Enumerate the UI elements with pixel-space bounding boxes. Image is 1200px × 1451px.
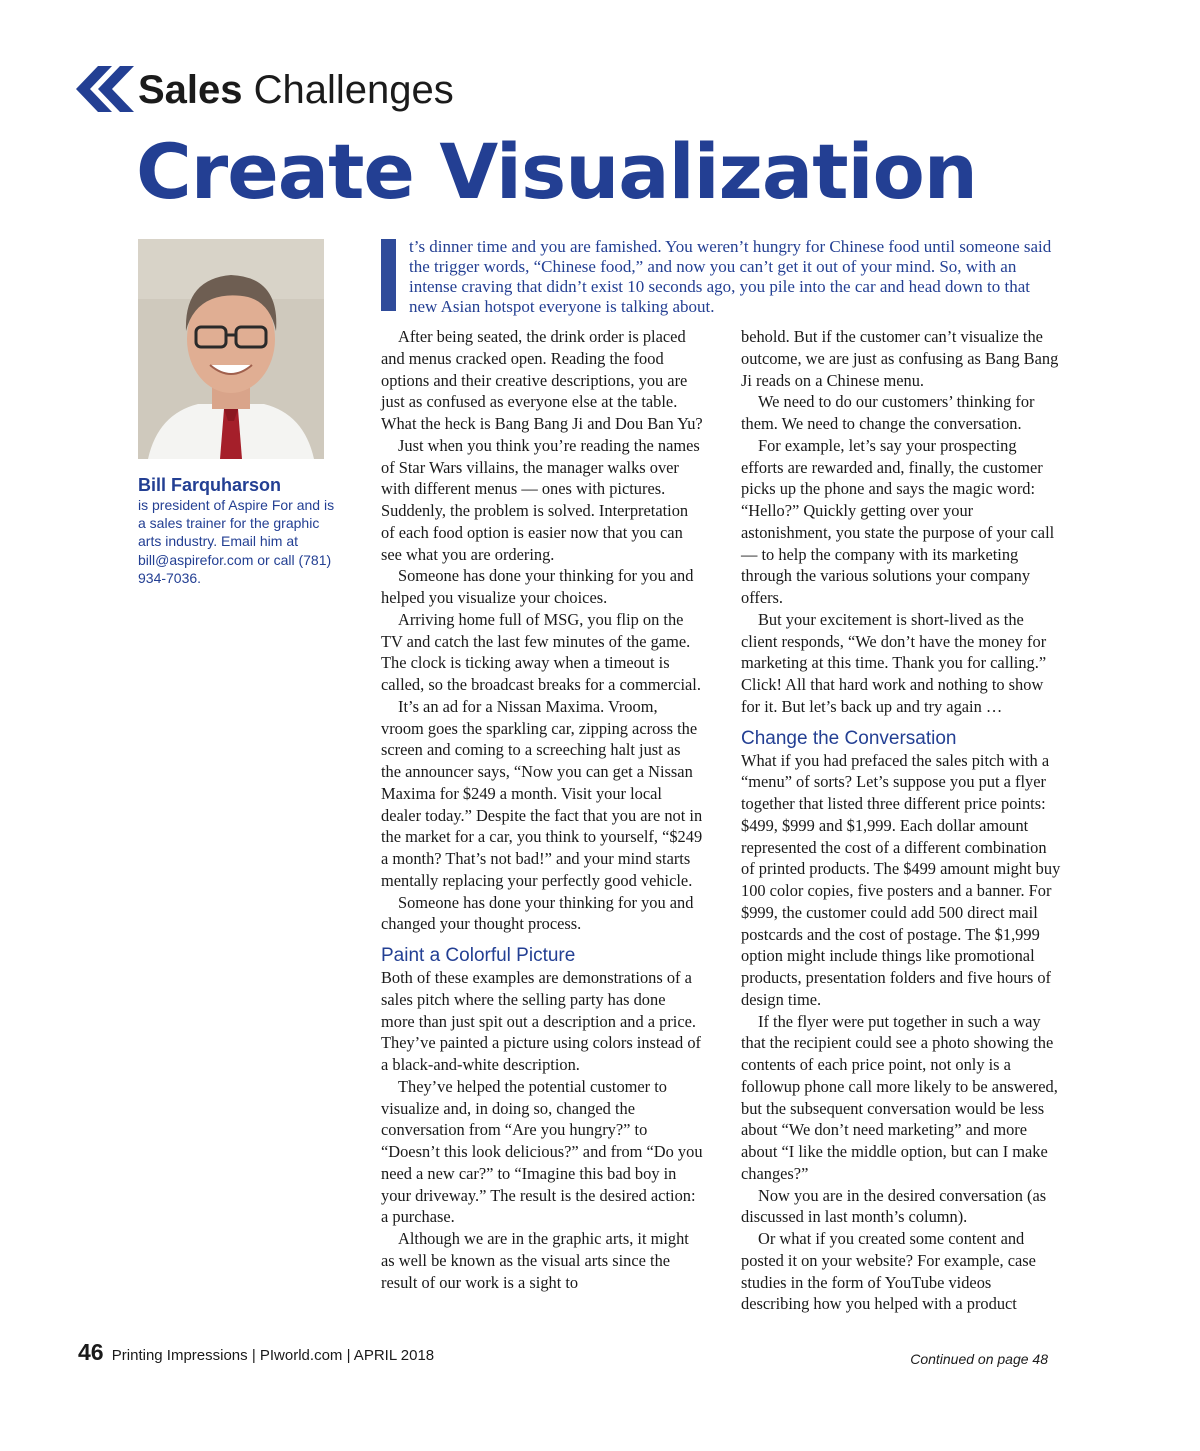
paragraph: Someone has done your thinking for you and helped you visualize your choices. (381, 566, 694, 607)
paragraph: We need to do our customers’ thinking for them. We need to change the conversation. (741, 392, 1035, 433)
kicker-rest: Challenges (253, 68, 454, 112)
paragraph: Although we are in the graphic arts, it might as well be known as the visual arts since the result of our work is a sight to (381, 1229, 689, 1292)
author-name: Bill Farquharson (138, 475, 282, 495)
paragraph: After being seated, the drink order is placed and menus cracked open. Reading the food options and their creative descriptions, you are just as confused as everyone else at the table. What the heck is Bang Bang Ji and Dou Ban Yu? (381, 327, 703, 433)
paragraph: Both of these examples are demonstrations of a sales pitch where the selling party has done more than just spit out a description and a price. They’ve painted a picture using colors instead of a black-and-white description. (381, 968, 701, 1074)
author-bio: is president of Aspire For and is a sales trainer for the graphic arts industry. Email him at bill@aspirefor.com or call (781) 934-7036. (138, 497, 335, 586)
paragraph: Arriving home full of MSG, you flip on the TV and catch the last few minutes of the game. The clock is ticking away when a timeout is called, so the broadcast breaks for a commercial. (381, 609, 701, 694)
subheading: Paint a Colorful Picture (381, 945, 576, 966)
double-chevron-left-icon (76, 66, 134, 112)
author-photo (138, 239, 324, 459)
paragraph: If the flyer were put together in such a way that the recipient could see a photo showing the contents of each price point, not only is a followup phone call more likely to be answered, but the subsequent conversation would be less about “We don’t need marketing” and more about “I like the middle option, but can I make changes?” (741, 1011, 1058, 1183)
section-kicker (138, 66, 454, 114)
paragraph: They’ve helped the potential customer to visualize and, in doing so, changed the conversation from “Are you hungry?” to “Doesn’t this look delicious?” and from “Do you need a new car?” to “Imagine this bad boy in your driveway.” The result is the desired action: a purchase. (381, 1076, 703, 1227)
page-number: 46 (78, 1339, 104, 1365)
paragraph: For example, let’s say your prospecting efforts are rewarded and, finally, the customer picks up the phone and says the magic word: “Hello?” Quickly getting over your astonishment, you state the purpose of your call — to help the company with its marketing through the various solutions your company offers. (741, 435, 1055, 607)
drop-cap (381, 239, 396, 311)
continued-note: Continued on page 48 (910, 1351, 1048, 1367)
subheading: Change the Conversation (741, 727, 957, 749)
footer-text: Printing Impressions | PIworld.com | APRIL 2018 (111, 1347, 435, 1364)
paragraph: Someone has done your thinking for you and changed your thought process. (381, 892, 694, 934)
paragraph: It’s an ad for a Nissan Maxima. Vroom, vroom goes the sparkling car, zipping across the screen and coming to a screeching halt just as the announcer says, “Now you can get a Nissan Maxima for $249 a month. Visit your local dealer today.” Despite the fact that you are not in the market for a car, you think to yourself, “$249 a month? That’s not bad!” and your mind starts mentally replacing your perfectly good vehicle. (381, 696, 703, 890)
page-footer (78, 1338, 434, 1370)
paragraph: Or what if you created some content and posted it on your website? For example, case studies in the form of YouTube videos describing how you helped with a product (741, 1229, 1036, 1314)
paragraph: Just when you think you’re reading the names of Star Wars villains, the manager walks over with different menus — ones with pictures. Suddenly, the problem is solved. Interpretation of each food option is easier now that you can see what you are ordering. (381, 435, 700, 564)
paragraph: Now you are in the desired conversation (as discussed in last month’s column). (741, 1185, 1047, 1227)
intro-paragraph: t’s dinner time and you are famished. You weren’t hungry for Chinese food until someone said the trigger words, “Chinese food,” and now you can’t get it out of your mind. So, with an intense craving that didn’t exist 10 seconds ago, you pile into the car and head down to that new Asian hotspot everyone is talking about. (409, 237, 1052, 316)
paragraph: What if you had prefaced the sales pitch with a “menu” of sorts? Let’s suppose you put a flyer together that listed three different price points: $499, $999 and $1,999. Each dollar amount represented the cost of a different combination of printed products. The $499 amount might buy 100 color copies, five posters and a banner. For $999, the customer could add 500 direct mail postcards and the cost of postage. The $1,999 option might include things like promotional products, presentation folders and five hours of design time. (741, 750, 1061, 1009)
author-portrait-illustration (138, 239, 324, 459)
page-title: Create Visualization (136, 127, 977, 216)
article-column-1 (381, 326, 703, 1293)
paragraph: behold. But if the customer can’t visualize the outcome, we are just as confusing as Bang Bang Ji reads on a Chinese menu. (741, 327, 1059, 390)
paragraph: But your excitement is short-lived as the client responds, “We don’t have the money for marketing at this time. Thank you for calling.” Click! All that hard work and nothing to show for it. But let’s back up and try again … (741, 609, 1047, 716)
article-column-2 (741, 326, 1063, 1315)
kicker-bold: Sales (138, 68, 243, 112)
